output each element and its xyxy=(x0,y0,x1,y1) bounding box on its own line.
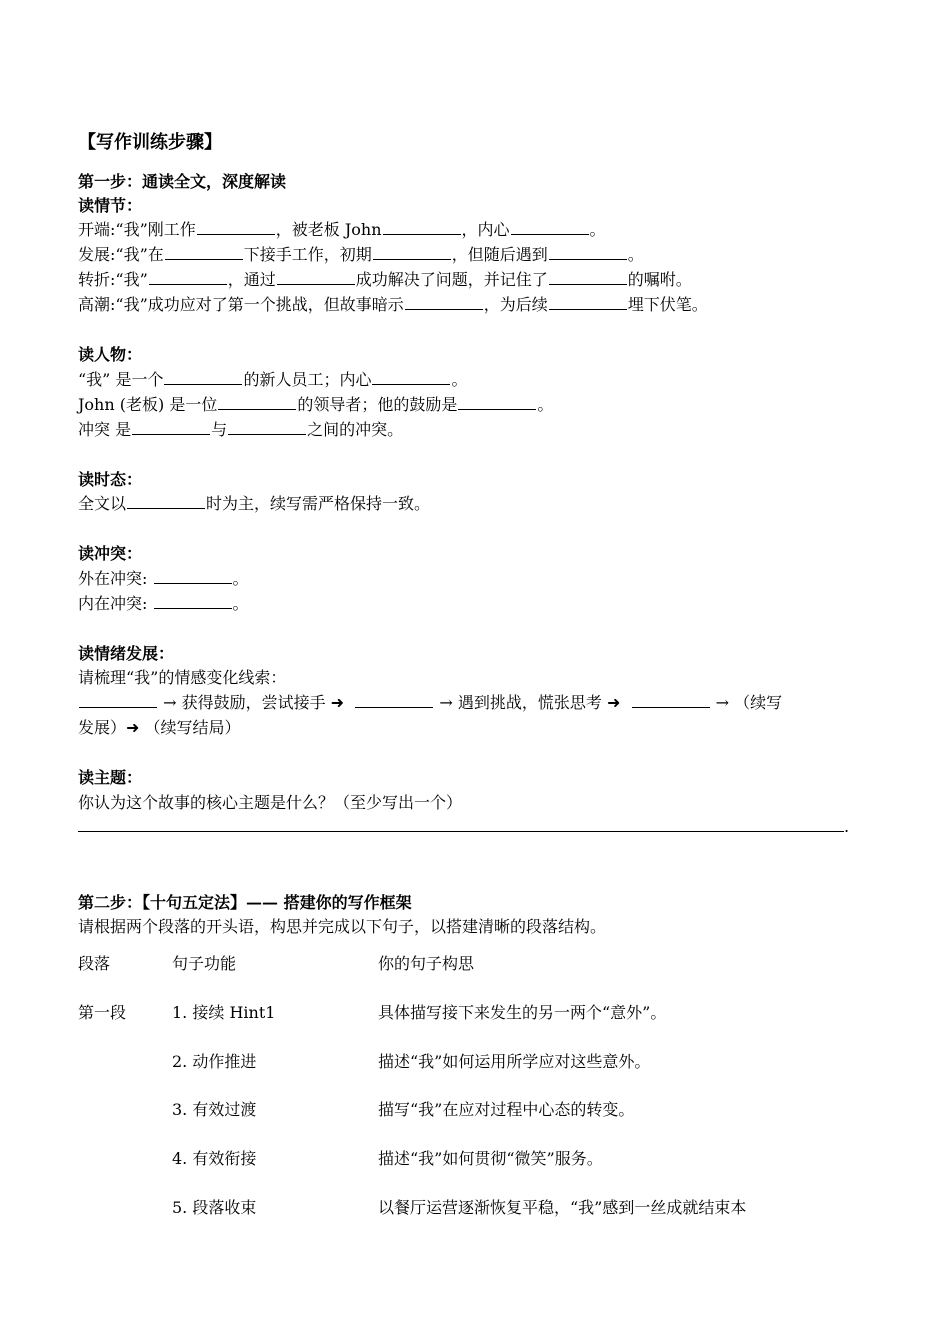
blank-field[interactable] xyxy=(149,270,227,285)
character-john-text-2: 的领导者；他的鼓励是 xyxy=(297,395,458,414)
step2-heading: 第二步：【十句五定法】—— 搭建你的写作框架 xyxy=(78,893,412,912)
conflicts-label: 读冲突： xyxy=(78,544,143,563)
plot-turn-text-2: ，通过 xyxy=(227,270,276,289)
plot-develop-line xyxy=(78,245,644,265)
blank-field[interactable] xyxy=(632,693,710,708)
table-row xyxy=(78,1149,888,1171)
blank-field[interactable] xyxy=(79,693,157,708)
blank-field[interactable] xyxy=(549,295,627,310)
emotion-label: 读情绪发展： xyxy=(78,644,175,663)
blank-field[interactable] xyxy=(228,420,306,435)
row-paragraph: 第一段 xyxy=(78,1003,127,1022)
character-conflict-text-1: 冲突 是 xyxy=(78,420,132,439)
character-me-text-1: “我” 是一个 xyxy=(78,370,164,389)
tense-text-1: 全文以 xyxy=(78,494,127,513)
character-john-text-3: 。 xyxy=(537,395,554,414)
emotion-chain-text-3: → （续写 xyxy=(715,693,783,712)
table-row xyxy=(78,1052,888,1074)
character-conflict-line xyxy=(78,420,403,440)
theme-end-dot: . xyxy=(844,817,850,836)
blank-field[interactable] xyxy=(549,270,627,285)
emotion-prompt: 请梳理“我”的情感变化线索： xyxy=(78,668,287,687)
header-function: 句子功能 xyxy=(172,954,237,973)
theme-question: 你认为这个故事的核心主题是什么？（至少写出一个） xyxy=(78,793,463,812)
external-conflict-text-1: 外在冲突: xyxy=(78,569,148,588)
internal-conflict-text-2: 。 xyxy=(232,594,249,613)
plot-start-text-3: ，内心 xyxy=(461,220,510,239)
step2-intro: 请根据两个段落的开头语，构思并完成以下句子，以搭建清晰的段落结构。 xyxy=(78,917,607,936)
blank-field[interactable] xyxy=(355,693,433,708)
emotion-chain-text-2: → 遇到挑战，慌张思考 ➜ xyxy=(439,693,621,712)
step1-heading: 第一步：通读全文，深度解读 xyxy=(78,172,287,191)
character-label: 读人物： xyxy=(78,345,143,364)
plot-turn-text-1: 转折:“我” xyxy=(78,270,148,289)
plot-turn-text-4: 的嘱咐。 xyxy=(627,270,692,289)
row-idea: 描写“我”在应对过程中心态的转变。 xyxy=(378,1100,635,1119)
tense-line xyxy=(78,494,430,514)
row-function: 4. 有效衔接 xyxy=(172,1149,257,1168)
answer-field[interactable] xyxy=(78,817,844,832)
row-idea: 描述“我”如何运用所学应对这些意外。 xyxy=(378,1052,651,1071)
tense-text-2: 时为主，续写需严格保持一致。 xyxy=(206,494,431,513)
blank-field[interactable] xyxy=(164,370,242,385)
character-me-text-3: 。 xyxy=(451,370,468,389)
plot-start-text-4: 。 xyxy=(589,220,606,239)
blank-field[interactable] xyxy=(405,295,483,310)
plot-start-text-1: 开端:“我”刚工作 xyxy=(78,220,196,239)
row-function: 3. 有效过渡 xyxy=(172,1100,257,1119)
plot-develop-text-2: 下接手工作，初期 xyxy=(243,245,372,264)
plot-climax-text-2: ，为后续 xyxy=(483,295,548,314)
blank-field[interactable] xyxy=(154,594,232,609)
header-idea: 你的句子构思 xyxy=(378,954,475,973)
plot-turn-text-3: 成功解决了问题，并记住了 xyxy=(355,270,548,289)
internal-conflict-line xyxy=(78,594,249,614)
blank-field[interactable] xyxy=(218,395,296,410)
plot-start-line xyxy=(78,220,606,240)
blank-field[interactable] xyxy=(383,220,461,235)
emotion-chain-line xyxy=(78,693,888,713)
character-john-text-1: John (老板) 是一位 xyxy=(78,395,218,414)
external-conflict-text-2: 。 xyxy=(232,569,249,588)
plot-turn-line xyxy=(78,270,692,290)
tense-label: 读时态： xyxy=(78,470,143,489)
header-paragraph: 段落 xyxy=(78,954,111,973)
blank-field[interactable] xyxy=(458,395,536,410)
blank-field[interactable] xyxy=(127,494,205,509)
row-function: 5. 段落收束 xyxy=(172,1198,257,1217)
plot-develop-text-3: ，但随后遇到 xyxy=(451,245,548,264)
row-function: 2. 动作推进 xyxy=(172,1052,257,1071)
blank-field[interactable] xyxy=(549,245,627,260)
emotion-chain-text-1: → 获得鼓励，尝试接手 ➜ xyxy=(163,693,345,712)
blank-field[interactable] xyxy=(197,220,275,235)
character-john-line xyxy=(78,395,553,415)
blank-field[interactable] xyxy=(511,220,589,235)
blank-field[interactable] xyxy=(372,370,450,385)
plot-climax-text-1: 高潮:“我”成功应对了第一个挑战，但故事暗示 xyxy=(78,295,404,314)
character-conflict-text-2: 与 xyxy=(211,420,228,439)
blank-field[interactable] xyxy=(132,420,210,435)
worksheet-title: 【写作训练步骤】 xyxy=(78,132,222,153)
blank-field[interactable] xyxy=(277,270,355,285)
character-me-line xyxy=(78,370,467,390)
table-row xyxy=(78,1100,888,1122)
row-idea: 描述“我”如何贯彻“微笑”服务。 xyxy=(378,1149,603,1168)
blank-field[interactable] xyxy=(154,569,232,584)
plot-develop-text-4: 。 xyxy=(627,245,644,264)
theme-label: 读主题： xyxy=(78,768,143,787)
table-row xyxy=(78,1003,888,1025)
plot-climax-line xyxy=(78,295,708,315)
table-header-row xyxy=(78,954,888,976)
blank-field[interactable] xyxy=(165,245,243,260)
character-me-text-2: 的新人员工；内心 xyxy=(243,370,372,389)
row-function: 1. 接续 Hint1 xyxy=(172,1003,276,1022)
character-conflict-text-3: 之间的冲突。 xyxy=(307,420,404,439)
blank-field[interactable] xyxy=(373,245,451,260)
plot-start-text-2: ，被老板 John xyxy=(275,220,382,239)
plot-climax-text-3: 埋下伏笔。 xyxy=(627,295,708,314)
plot-label: 读情节： xyxy=(78,196,143,215)
row-idea: 具体描写接下来发生的另一两个“意外”。 xyxy=(378,1003,667,1022)
table-row xyxy=(78,1198,888,1220)
external-conflict-line xyxy=(78,569,249,589)
row-idea: 以餐厅运营逐渐恢复平稳，“我”感到一丝成就结束本 xyxy=(378,1198,747,1217)
internal-conflict-text-1: 内在冲突: xyxy=(78,594,148,613)
plot-develop-text-1: 发展:“我”在 xyxy=(78,245,164,264)
emotion-chain-line-2: 发展）➜ （续写结局） xyxy=(78,718,241,737)
theme-answer-line xyxy=(78,817,849,837)
